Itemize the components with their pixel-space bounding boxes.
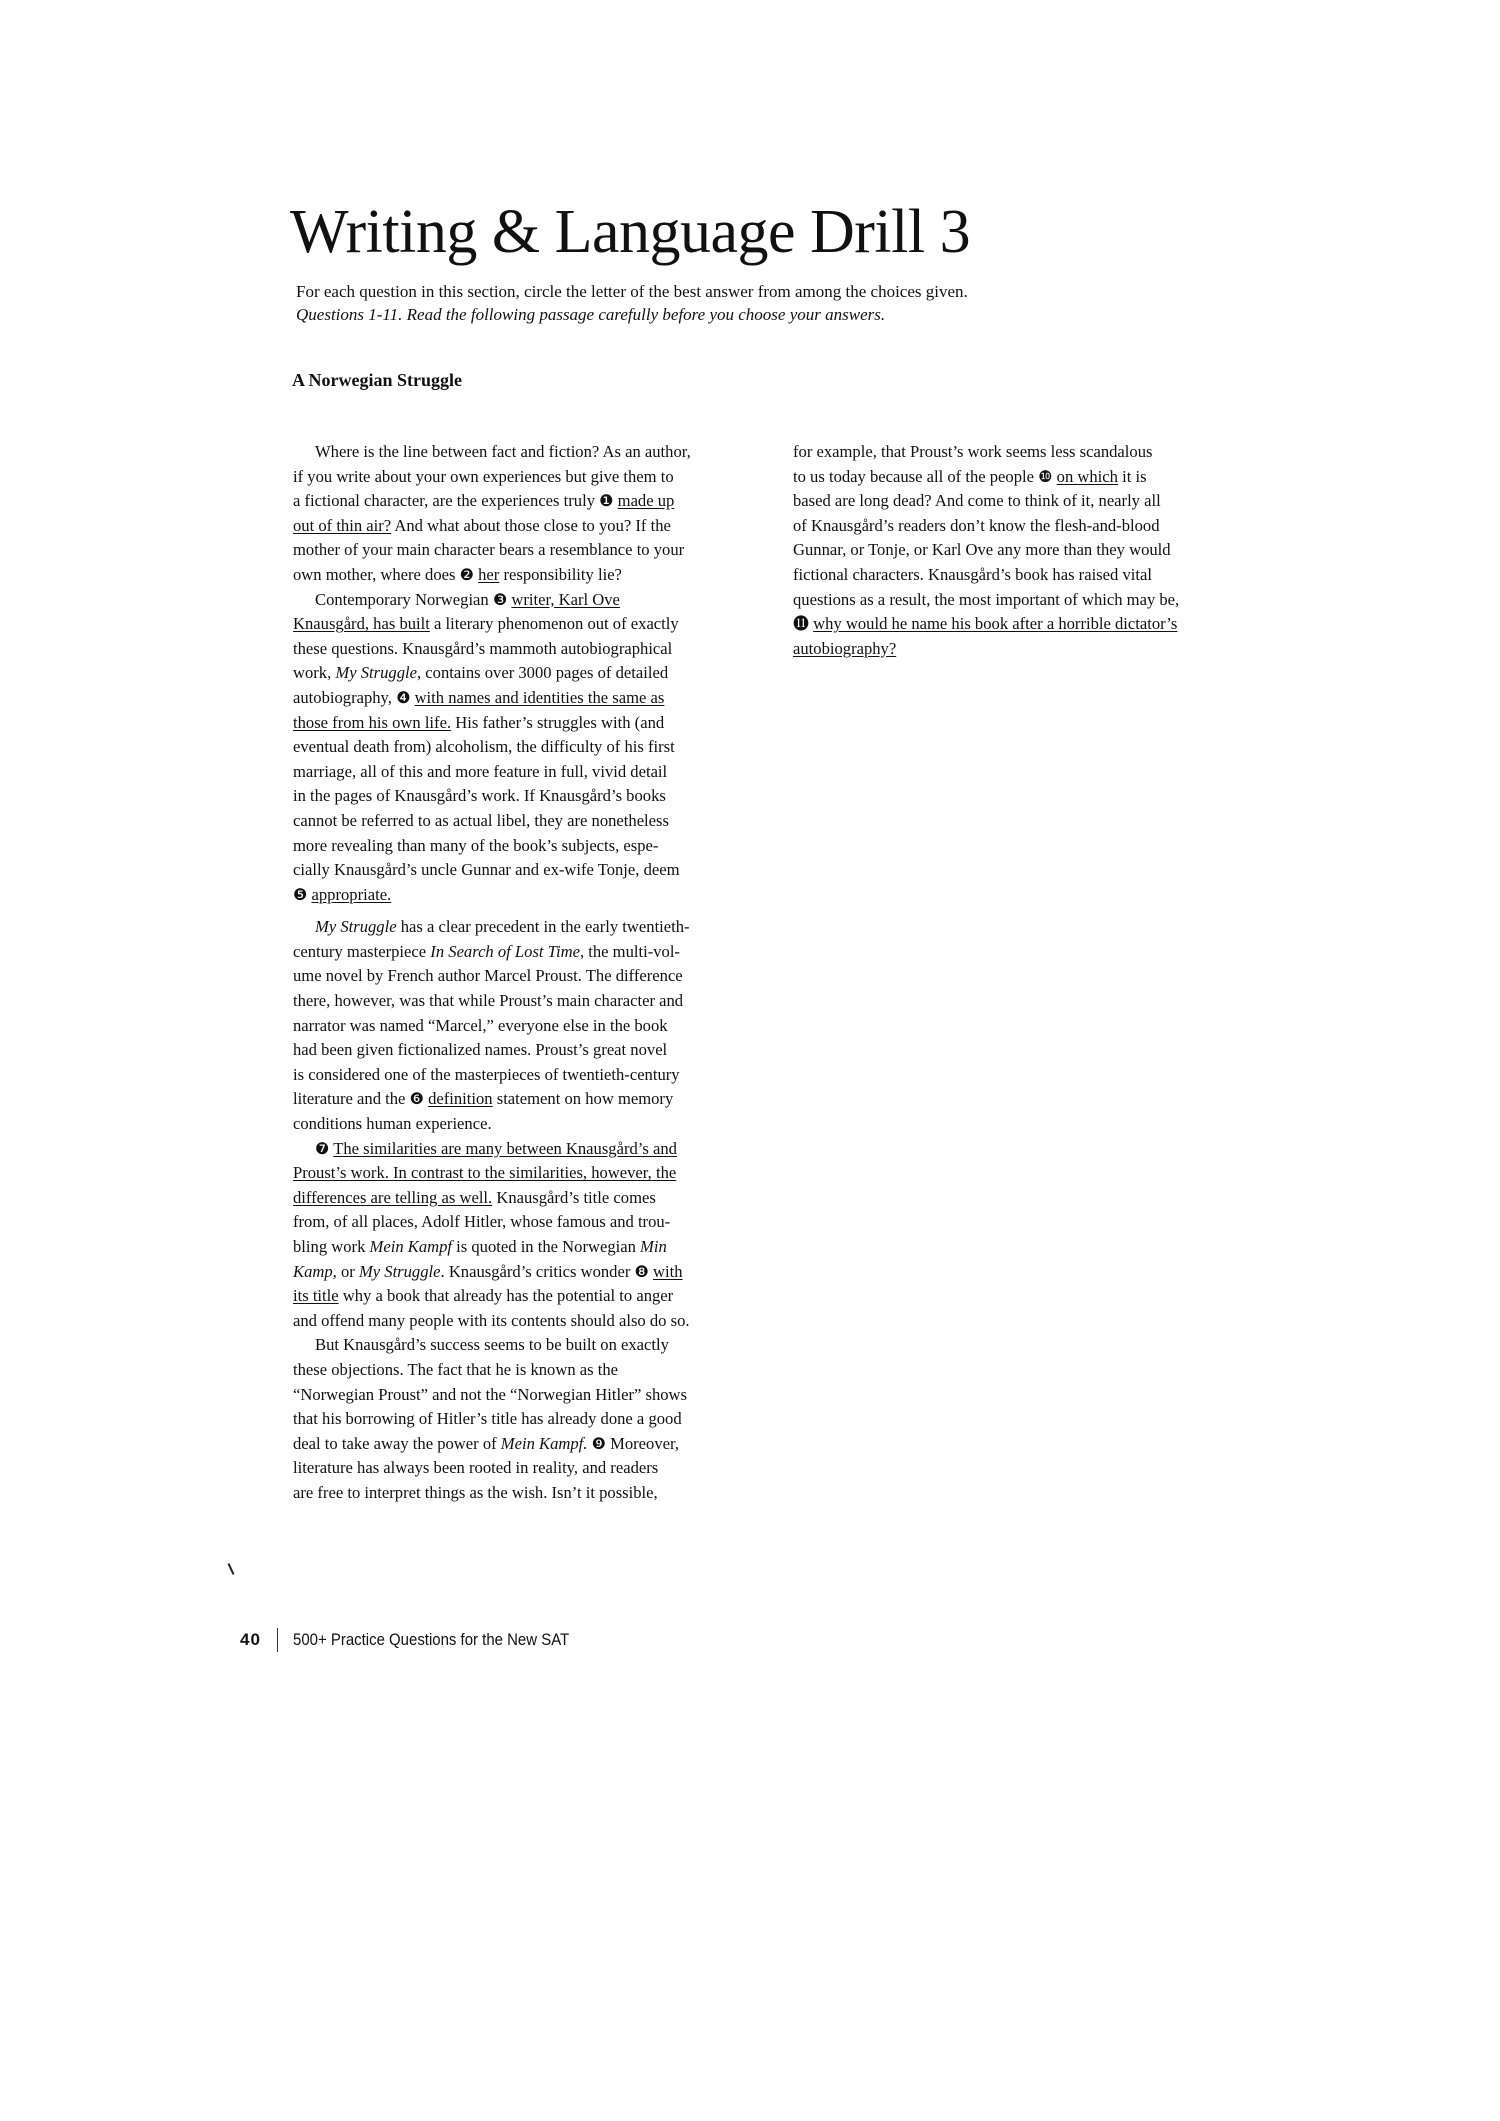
passage-line: [293, 1333, 753, 1358]
passage-text: in the pages of Knausgård’s work. If Knausgård’s books: [293, 786, 666, 806]
passage-line: [293, 760, 753, 785]
passage-line: [293, 612, 753, 637]
footer-divider: [277, 1628, 279, 1652]
instruction-italic: Questions 1-11. Read the following passage carefully before you choose your answers.: [296, 305, 886, 324]
underlined-question-text: definition: [428, 1089, 493, 1109]
underlined-question-text: The similarities are many between Knausgård’s and: [333, 1138, 677, 1158]
passage-line: [293, 940, 753, 965]
passage-line: [293, 1186, 753, 1211]
question-number-marker: ❺: [293, 884, 308, 904]
passage-line: [293, 834, 753, 859]
passage-text: literature has always been rooted in reality, and readers: [293, 1458, 659, 1478]
passage-text: has a clear precedent in the early twentieth-: [396, 917, 690, 937]
passage-line: [293, 784, 753, 809]
passage-line: [293, 1137, 753, 1162]
passage-text: of Knausgård’s readers don’t know the flesh-and-blood: [793, 515, 1160, 535]
passage-line: [293, 661, 753, 686]
passage-text: “Norwegian Proust” and not the “Norwegian Hitler” shows: [293, 1384, 687, 1404]
passage-line: [293, 1161, 753, 1186]
passage-text: Knausgård’s title comes: [492, 1187, 656, 1207]
passage-text: , the multi-vol-: [579, 941, 680, 961]
passage-text: statement on how memory: [492, 1089, 674, 1109]
question-number-marker: ❷: [459, 564, 474, 584]
passage-text: fictional characters. Knausgård’s book has raised vital: [793, 564, 1152, 584]
passage-text: Min: [640, 1237, 667, 1256]
passage-text: that his borrowing of Hitler’s title has already done a good: [293, 1409, 682, 1429]
passage-text: are free to interpret things as the wish. Isn’t it possible,: [293, 1482, 658, 1502]
passage-line: [293, 915, 753, 940]
passage-text: work,: [293, 663, 336, 683]
passage-text: these questions. Knausgård’s mammoth autobiographical: [293, 638, 673, 658]
passage-text: there, however, was that while Proust’s main character and: [293, 991, 684, 1011]
question-number-marker: ❶: [599, 491, 614, 511]
passage-text: Mein Kampf: [369, 1237, 453, 1256]
question-number-marker: ❼: [315, 1138, 330, 1158]
passage-line: [793, 440, 1253, 465]
passage-text: But Knausgård’s success seems to be built on exactly: [315, 1335, 669, 1355]
question-number-marker: ⓫: [793, 614, 810, 634]
passage-line: [793, 588, 1253, 613]
passage-line: [293, 1309, 753, 1334]
passage-line: [293, 711, 753, 736]
underlined-question-text: on which: [1056, 466, 1118, 486]
passage-line: [793, 538, 1253, 563]
passage-line: [793, 489, 1253, 514]
passage-line: [293, 964, 753, 989]
passage-line: [293, 489, 753, 514]
passage-line: [293, 858, 753, 883]
passage-line: [293, 989, 753, 1014]
passage-left-column: [293, 440, 753, 1506]
underlined-question-text: its title: [293, 1286, 339, 1306]
question-number-marker: ❸: [492, 589, 508, 609]
passage-line: [293, 514, 753, 539]
underlined-question-text: with: [653, 1261, 683, 1281]
passage-line: [293, 1014, 753, 1039]
passage-line: [293, 1087, 753, 1112]
underlined-question-text: Proust’s work. In contrast to the similarities, however, the: [293, 1163, 677, 1183]
passage-text: a fictional character, are the experiences truly: [293, 491, 600, 511]
instructions: [296, 280, 968, 326]
passage-text: why a book that already has the potential to anger: [338, 1286, 674, 1306]
page-number: 40: [240, 1630, 261, 1649]
passage-text: Moreover,: [605, 1433, 680, 1453]
underlined-question-text: why would he name his book after a horrible dictator’s: [813, 614, 1178, 634]
page-footer: [240, 1628, 607, 1652]
passage-line: [293, 1358, 753, 1383]
passage-line: [293, 1210, 753, 1235]
passage-line: [293, 686, 753, 711]
passage-text: , contains over 3000 pages of detailed: [416, 663, 669, 683]
passage-text: more revealing than many of the book’s subjects, espe-: [293, 835, 659, 855]
passage-line: [293, 1407, 753, 1432]
passage-line: [293, 1284, 753, 1309]
passage-text: Where is the line between fact and fiction? As an author,: [315, 442, 691, 461]
passage-line: [793, 514, 1253, 539]
passage-text: eventual death from) alcoholism, the difficulty of his first: [293, 737, 675, 757]
stray-mark: [228, 1563, 235, 1575]
passage-text: century masterpiece: [293, 941, 431, 961]
passage-text: , or: [332, 1261, 359, 1281]
passage-text: deal to take away the power of: [293, 1433, 501, 1453]
underlined-question-text: with names and identities the same as: [414, 687, 665, 707]
passage-text: . Knausgård’s critics wonder: [440, 1261, 635, 1281]
passage-text: marriage, all of this and more feature in full, vivid detail: [293, 761, 668, 781]
passage-text: narrator was named “Marcel,” everyone else in the book: [293, 1015, 668, 1035]
underlined-question-text: appropriate.: [311, 884, 392, 904]
instruction-text: For each question in this section, circle the letter of the best answer from among the choices given.: [296, 282, 968, 301]
passage-line: [793, 465, 1253, 490]
passage-text: is considered one of the masterpieces of twentieth-century: [293, 1064, 680, 1084]
passage-line: [793, 563, 1253, 588]
passage-text: it is: [1117, 466, 1147, 486]
underlined-question-text: out of thin air?: [293, 515, 392, 535]
passage-heading: A Norwegian Struggle: [292, 370, 462, 390]
passage-line: [293, 465, 753, 490]
passage-text: cially Knausgård’s uncle Gunnar and ex-wife Tonje, deem: [293, 860, 680, 880]
question-number-marker: ❾: [591, 1433, 606, 1453]
passage-text: ume novel by French author Marcel Proust. The difference: [293, 966, 683, 986]
passage-line: [293, 735, 753, 760]
underlined-question-text: those from his own life.: [293, 712, 452, 732]
passage-line: [293, 809, 753, 834]
passage-line: [293, 588, 753, 613]
passage-text: My Struggle: [315, 917, 397, 937]
passage-text: His father’s struggles with (and: [451, 712, 665, 732]
passage-text: from, of all places, Adolf Hitler, whose famous and trou-: [293, 1212, 671, 1232]
passage-right-column: [793, 440, 1253, 661]
passage-text: Kamp: [293, 1261, 333, 1281]
passage-text: In Search of Lost Time: [430, 941, 580, 961]
passage-text: had been given fictionalized names. Proust’s great novel: [293, 1040, 668, 1060]
passage-line: [293, 1481, 753, 1506]
passage-line: [793, 637, 1253, 662]
question-number-marker: ❽: [634, 1261, 649, 1281]
passage-line: [293, 1456, 753, 1481]
question-number-marker: ❻: [409, 1089, 424, 1109]
passage-text: and offend many people with its contents should also do so.: [293, 1310, 690, 1330]
passage-line: [293, 1432, 753, 1457]
passage-line: [293, 883, 753, 908]
page-title: Writing & Language Drill 3: [290, 198, 971, 266]
passage-text: to us today because all of the people: [793, 466, 1039, 486]
passage-text: for example, that Proust’s work seems less scandalous: [793, 442, 1153, 461]
underlined-question-text: autobiography?: [793, 638, 897, 658]
passage-line: [293, 1063, 753, 1088]
passage-text: And what about those close to you? If the: [391, 515, 671, 535]
passage-line: [293, 1383, 753, 1408]
underlined-question-text: Knausgård, has built: [293, 614, 430, 634]
underlined-question-text: her: [478, 564, 500, 584]
passage-text: Contemporary Norwegian: [315, 589, 493, 609]
passage-line: [793, 612, 1253, 637]
passage-text: autobiography,: [293, 687, 397, 707]
underlined-question-text: differences are telling as well.: [293, 1187, 493, 1207]
passage-line: [293, 637, 753, 662]
passage-text: a literary phenomenon out of exactly: [429, 614, 679, 634]
passage-line: [293, 440, 753, 465]
passage-line: [293, 1038, 753, 1063]
passage-text: is quoted in the Norwegian: [452, 1237, 641, 1256]
underlined-question-text: made up: [617, 491, 675, 511]
passage-text: Mein Kampf.: [500, 1433, 588, 1453]
passage-text: mother of your main character bears a resemblance to your: [293, 540, 685, 560]
passage-text: cannot be referred to as actual libel, they are nonetheless: [293, 810, 669, 830]
passage-text: bling work: [293, 1237, 370, 1256]
passage-line: [293, 1235, 753, 1260]
passage-text: questions as a result, the most important of which may be,: [793, 589, 1180, 609]
passage-text: own mother, where does: [293, 564, 460, 584]
passage-line: [293, 1260, 753, 1285]
passage-text: if you write about your own experiences but give them to: [293, 466, 674, 486]
passage-text: conditions human experience.: [293, 1114, 492, 1134]
passage-text: these objections. The fact that he is known as the: [293, 1359, 619, 1379]
passage-text: literature and the: [293, 1089, 410, 1109]
passage-text: My Struggle: [335, 663, 417, 683]
question-number-marker: ❹: [396, 687, 411, 707]
passage-line: [293, 1112, 753, 1137]
question-number-marker: ❿: [1038, 466, 1053, 486]
passage-text: responsibility lie?: [499, 564, 622, 584]
passage-text: Gunnar, or Tonje, or Karl Ove any more than they would: [793, 540, 1171, 560]
passage-line: [293, 538, 753, 563]
passage-text: My Struggle: [358, 1261, 441, 1281]
passage-line: [293, 563, 753, 588]
book-title: 500+ Practice Questions for the New SAT: [293, 1630, 570, 1649]
underlined-question-text: writer, Karl Ove: [511, 589, 620, 609]
passage-text: based are long dead? And come to think of it, nearly all: [793, 491, 1161, 511]
